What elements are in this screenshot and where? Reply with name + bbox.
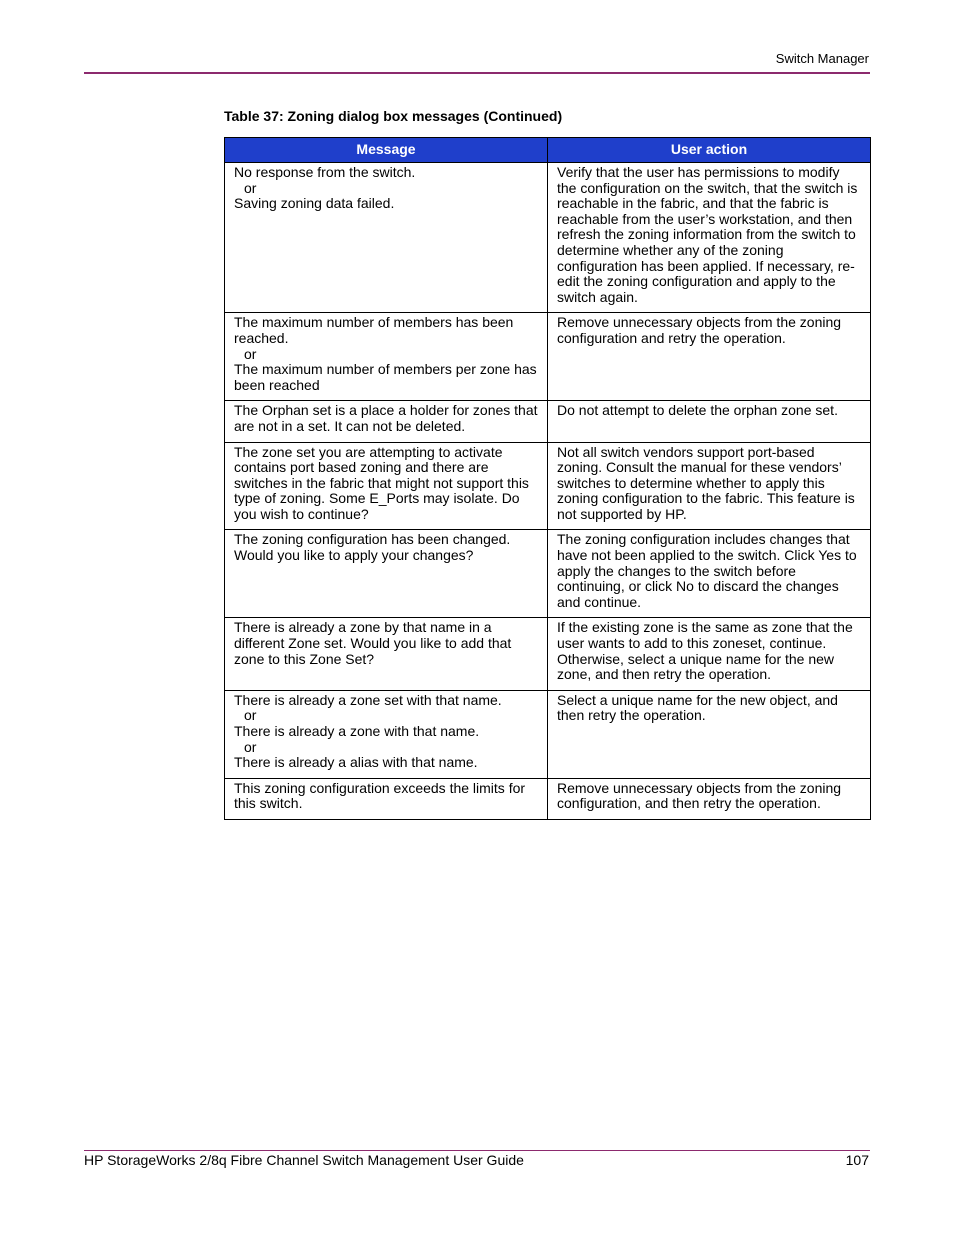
running-header: Switch Manager (775, 51, 869, 66)
table-row (225, 163, 871, 313)
message-cell (225, 690, 548, 778)
or-separator: or (244, 179, 257, 196)
column-header-message: Message (225, 138, 548, 163)
user-action-cell: If the existing zone is the same as zone that the user wants to add to this zoneset, continue. Otherwise, select a unique name for the new zone, and then retry the operation. (548, 618, 871, 690)
table-row (225, 313, 871, 401)
page-number: 107 (845, 1152, 869, 1168)
message-text: Saving zoning data failed. (234, 195, 395, 212)
message-cell (225, 618, 548, 690)
or-separator: or (244, 345, 257, 362)
table-caption: Table 37: Zoning dialog box messages (Continued) (224, 108, 563, 124)
table-header-row (225, 138, 871, 163)
table-row (225, 530, 871, 618)
message-text: This zoning configuration exceeds the limits for this switch. (234, 779, 526, 812)
header-rule (84, 72, 870, 74)
message-cell (225, 163, 548, 313)
message-text: There is already a alias with that name. (234, 754, 478, 771)
footer-title: HP StorageWorks 2/8q Fibre Channel Switch Management User Guide (84, 1152, 524, 1168)
user-action-cell: Do not attempt to delete the orphan zone set. (548, 401, 871, 442)
message-text: No response from the switch. (234, 164, 416, 180)
table-row (225, 778, 871, 819)
message-text: The zoning configuration has been changed. Would you like to apply your changes? (234, 531, 511, 564)
message-cell (225, 401, 548, 442)
user-action-cell: Remove unnecessary objects from the zoning configuration and retry the operation. (548, 313, 871, 401)
table-row (225, 442, 871, 530)
message-text: The maximum number of members has been reached. (234, 314, 514, 346)
user-action-cell: Select a unique name for the new object, and then retry the operation. (548, 690, 871, 778)
footer-rule (84, 1150, 870, 1151)
message-cell (225, 313, 548, 401)
user-action-cell: Not all switch vendors support port-based zoning. Consult the manual for these vendors’ switches to determine whether to apply this zoning configuration to the fabric. This feature is not supported by HP. (548, 442, 871, 530)
or-separator: or (244, 707, 257, 724)
user-action-cell: The zoning configuration includes changes that have not been applied to the switch. Click Yes to apply the changes to the switch before continuing, or click No to discard the changes and continue. (548, 530, 871, 618)
user-action-cell: Verify that the user has permissions to modify the configuration on the switch, that the switch is reachable in the fabric, and that the fabric is reachable from the user’s workstation, and then refresh the zoning information from the switch to determine whether any of the zoning configuration has been applied. If necessary, re-edit the zoning configuration and apply to the switch again. (548, 163, 871, 313)
message-cell (225, 530, 548, 618)
zoning-messages-table (224, 137, 871, 820)
message-text: There is already a zone set with that name. (234, 691, 502, 708)
user-action-cell: Remove unnecessary objects from the zoning configuration, and then retry the operation. (548, 778, 871, 819)
table-body (225, 163, 871, 820)
message-text: There is already a zone with that name. (234, 723, 480, 739)
message-cell (225, 778, 548, 819)
message-text: There is already a zone by that name in a different Zone set. Would you like to add that zone to this Zone Set? (234, 619, 512, 667)
column-header-user-action: User action (548, 138, 871, 163)
or-separator: or (244, 738, 257, 755)
table-row (225, 401, 871, 442)
message-cell (225, 442, 548, 530)
message-text: The Orphan set is a place a holder for zones that are not in a set. It can not be deleted. (234, 402, 538, 434)
table-row (225, 690, 871, 778)
message-text: The maximum number of members per zone has been reached (234, 361, 537, 393)
table-row (225, 618, 871, 690)
message-text: The zone set you are attempting to activate contains port based zoning and there are switches in the fabric that might not support this type of zoning. Some E_Ports may isolate. Do you wish to continue? (234, 443, 529, 522)
